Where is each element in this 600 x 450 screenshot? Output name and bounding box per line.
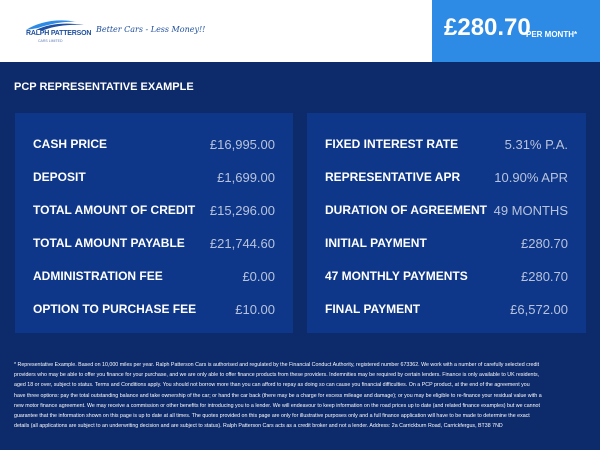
finance-row-total-credit xyxy=(15,200,293,220)
per-month-label: PER MONTH* xyxy=(526,30,578,39)
row-label: FINAL PAYMENT xyxy=(325,302,421,316)
tagline: Better Cars - Less Money!! xyxy=(96,25,206,34)
logo-text: RALPH PATTERSON xyxy=(26,30,92,37)
monthly-price: £280.70 xyxy=(444,14,531,41)
row-value: £10.00 xyxy=(235,302,275,317)
row-value: £16,995.00 xyxy=(209,137,275,152)
row-value: 49 MONTHS xyxy=(493,203,568,218)
row-label: TOTAL AMOUNT PAYABLE xyxy=(33,236,185,250)
row-value: £280.70 xyxy=(521,236,568,251)
row-value: £21,744.60 xyxy=(209,236,275,251)
finance-row-initial-payment xyxy=(307,233,586,253)
finance-row-apr xyxy=(307,167,586,187)
finance-row-total-payable xyxy=(15,233,293,253)
header-bar xyxy=(0,0,600,62)
row-value: £280.70 xyxy=(521,269,568,284)
row-label: 47 MONTHLY PAYMENTS xyxy=(325,269,468,283)
finance-row-final-payment xyxy=(307,299,586,319)
row-label: TOTAL AMOUNT OF CREDIT xyxy=(33,203,196,217)
row-label: OPTION TO PURCHASE FEE xyxy=(33,302,197,316)
section-title: PCP REPRESENTATIVE EXAMPLE xyxy=(14,81,194,93)
finance-panel-right xyxy=(307,113,586,333)
company-logo[interactable] xyxy=(24,18,92,46)
monthly-price-box xyxy=(432,0,600,62)
row-label: INITIAL PAYMENT xyxy=(325,236,427,250)
row-label: FIXED INTEREST RATE xyxy=(325,137,459,151)
row-label: ADMINISTRATION FEE xyxy=(33,269,163,283)
row-value: 5.31% P.A. xyxy=(504,137,568,152)
row-value: £1,699.00 xyxy=(217,170,275,185)
row-value: £0.00 xyxy=(242,269,275,284)
row-label: DEPOSIT xyxy=(33,170,86,184)
finance-row-interest-rate xyxy=(307,134,586,154)
finance-row-duration xyxy=(307,200,586,220)
finance-panel-left xyxy=(15,113,293,333)
row-value: £6,572.00 xyxy=(510,302,568,317)
row-label: CASH PRICE xyxy=(33,137,108,151)
finance-row-monthly-payments xyxy=(307,266,586,286)
row-label: REPRESENTATIVE APR xyxy=(325,170,461,184)
row-value: 10.90% APR xyxy=(494,170,568,185)
finance-row-purchase-fee xyxy=(15,299,293,319)
row-label: DURATION OF AGREEMENT xyxy=(325,203,487,217)
finance-row-cash-price xyxy=(15,134,293,154)
finance-row-deposit xyxy=(15,167,293,187)
finance-row-admin-fee xyxy=(15,266,293,286)
legal-disclaimer: * Representative Example. Based on 10,000 miles per year. Ralph Patterson Cars is authorised and regulated by the Financial Conduct Authority, registered number 673362. We work with a number of carefully selected credit providers who may be able to offer you finance for your purchase, and we are only able to offer finance products from these providers. Indemnities may be required by certain lenders. Finance is only available to UK residents, aged 18 or over, subject to status. Terms and Conditions apply. You should not borrow more than you can afford to repay as doing so can cause you financial difficulties. On a PCP product, at the end of the agreement you have three options: pay the total outstanding balance and take ownership of the car; or hand the car back (there may be a charge for excess mileage and damage); or you may be eligible to re-finance your residual value with a new motor finance agreement. We may receive a commission or other benefits for introducing you to a lender. We will endeavour to keep information on the road prices up to date (and related finance examples) but we cannot guarantee that the information shown on this page is up to date at all times. The quotes provided on this page are only for illustrative purposes only and a full finance application will have to be made to determine the exact details (all applications are subject to an underwriting decision and are subject to status). Ralph Patterson Cars acts as a credit broker and not a lender. Address: 2a Carrickburn Road, Carrickfergus, BT38 7ND xyxy=(14,362,542,430)
logo-subtext: CARS LIMITED xyxy=(38,39,63,43)
row-value: £15,296.00 xyxy=(209,203,275,218)
